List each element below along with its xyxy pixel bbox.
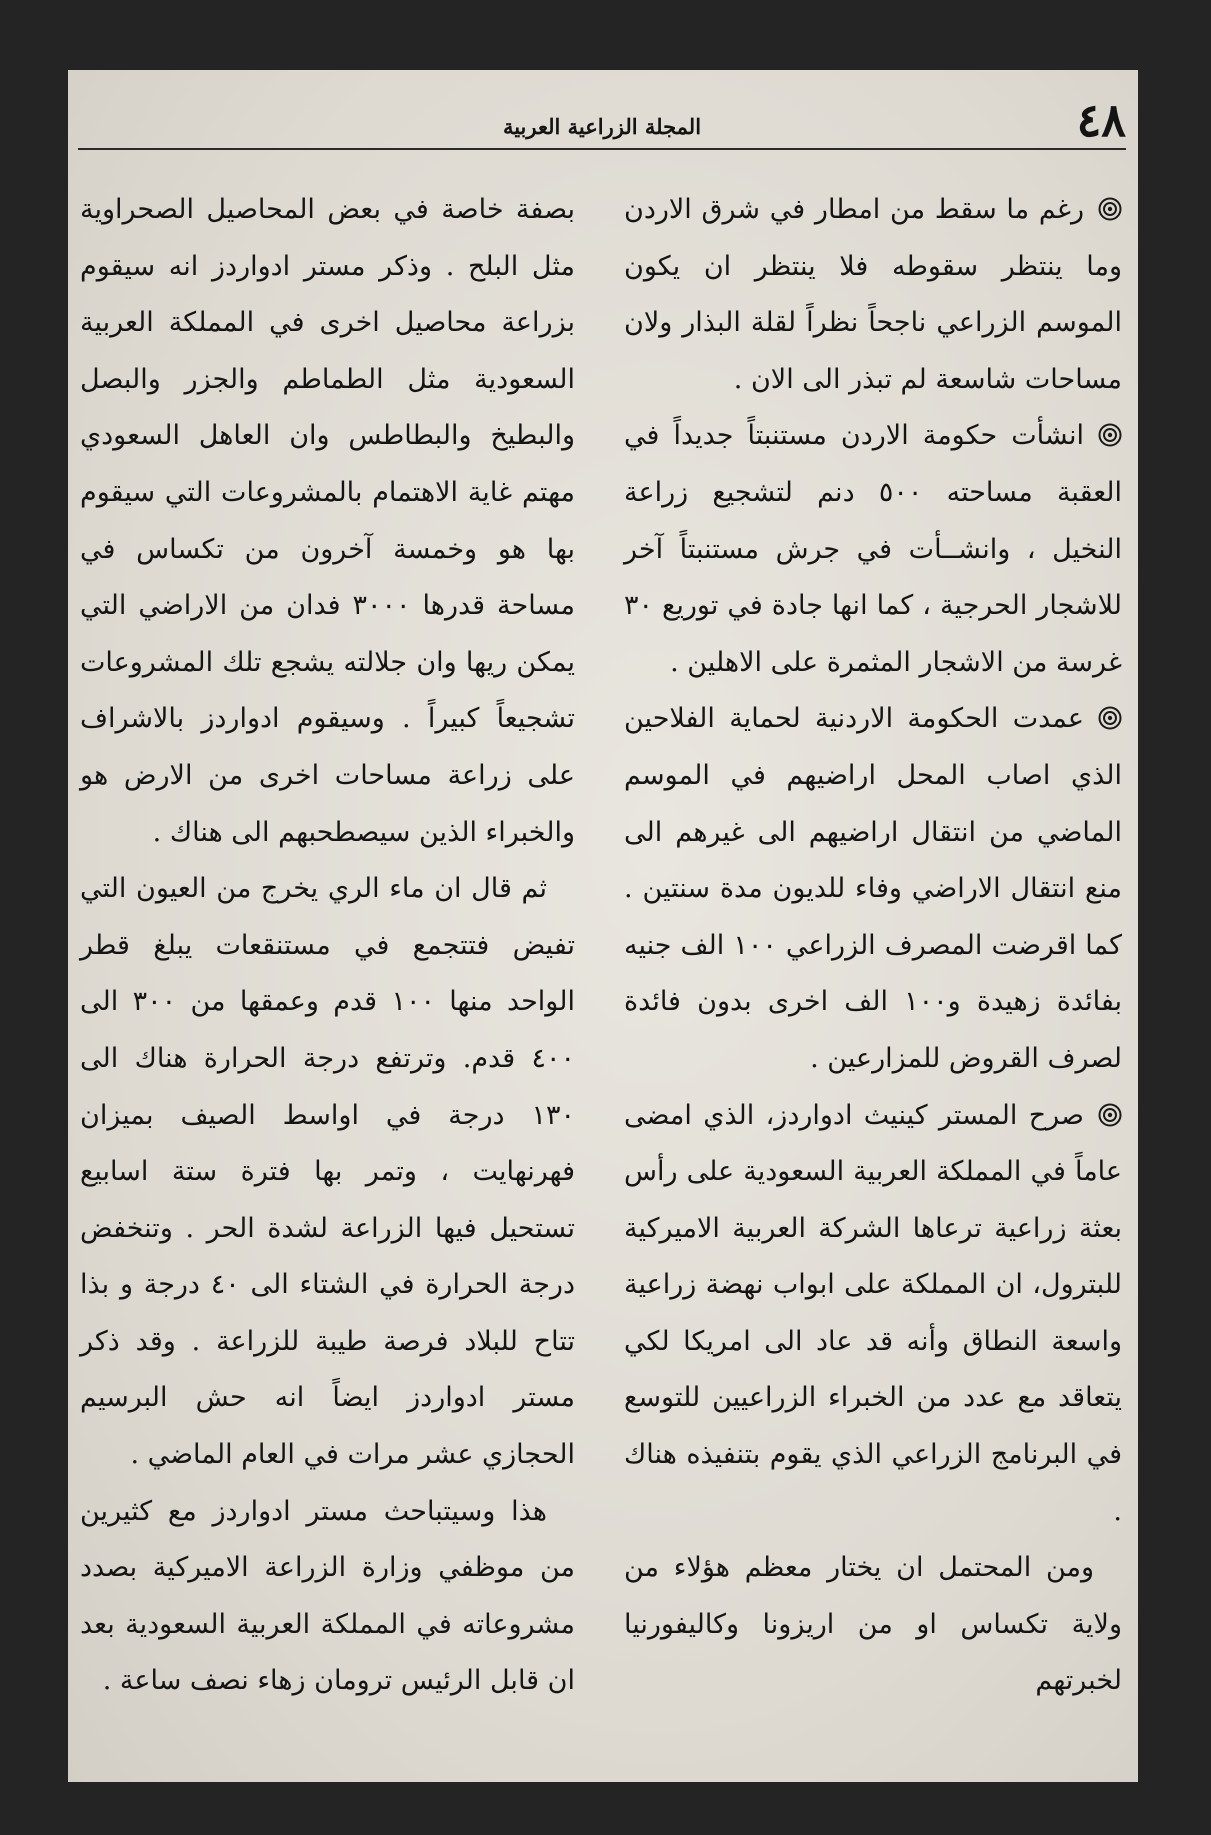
news-item-text: انشأت حكومة الاردن مستنبتاً جديداً في العقبة مساحته ٥٠٠ دنم لتشجيع زراعة النخيل ، وانشــأت في جرش مستنبتاً آخر للاشجار الحرجية ، كما انها جادة في توريع ٣٠ غرسة من الاشجار المثمرة على الاهلين . xyxy=(624,420,1122,678)
news-item-text: صرح المستر كينيث ادواردز، الذي امضى عاماً في المملكة العربية السعودية على رأس بعثة زراعية ترعاها الشركة العربية الاميركية للبترول، ان المملكة على ابواب نهضة زراعية واسعة النطاق وأنه قد عاد الى امريكا لكي يتعاقد مع عدد من الخبراء الزراعيين للتوسع في البرنامج الزراعي الذي يقوم بتنفيذه هناك . xyxy=(624,1099,1122,1527)
document-page xyxy=(68,70,1138,1782)
right-column xyxy=(624,182,1122,1724)
news-item-text: رغم ما سقط من امطار في شرق الاردن وما ينتظر سقوطه فلا ينتظر ان يكون الموسم الزراعي ناجحاً نظراً لقلة البذار ولان مساحات شاسعة لم تبذر الى الان . xyxy=(624,194,1122,395)
paragraph: ومن المحتمل ان يختار معظم هؤلاء من ولاية تكساس او من اريزونا وكاليفورنيا لخبرتهم xyxy=(624,1552,1122,1697)
paragraph: بصفة خاصة في بعض المحاصيل الصحراوية مثل البلح . وذكر مستر ادواردز انه سيقوم بزراعة محاصيل اخرى في المملكة العربية السعودية مثل الطماطم والجزر والبصل والبطيخ والبطاطس وان العاهل السعودي مهتم غاية الاهتمام بالمشروعات التي سيقوم بها هو وخمسة آخرون من تكساس في مساحة قدرها ٣٠٠٠ فدان من الاراضي التي يمكن ريها وان جلالته يشجع تلك المشروعات تشجيعاً كبيراً . وسيقوم ادواردز بالاشراف على زراعة مساحات اخرى من الارض هو والخبراء الذين سيصطحبهم الى هناك . xyxy=(80,194,575,848)
ornament-bullet-icon xyxy=(1098,1103,1122,1127)
ornament-bullet-icon xyxy=(1098,423,1122,447)
journal-title: المجلة الزراعية العربية xyxy=(502,114,702,139)
news-item xyxy=(624,1088,1122,1541)
news-item xyxy=(624,408,1122,691)
ornament-bullet-icon xyxy=(1098,706,1122,730)
news-item xyxy=(624,691,1122,1087)
page-header xyxy=(78,94,1126,150)
left-column xyxy=(80,182,575,1724)
paragraph: هذا وسيتباحث مستر ادواردز مع كثيرين من موظفي وزارة الزراعة الاميركية بصدد مشروعاته في المملكة العربية السعودية بعد ان قابل الرئيس ترومان زهاء نصف ساعة . xyxy=(80,1495,575,1697)
paragraph: ثم قال ان ماء الري يخرج من العيون التي تفيض فتتجمع في مستنقعات يبلغ قطر الواحد منها ١٠٠ قدم وعمقها من ٣٠٠ الى ٤٠٠ قدم. وترتفع درجة الحرارة هناك الى ١٣٠ درجة في اواسط الصيف بميزان فهرنهايت ، وتمر بها فترة ستة اسابيع تستحيل فيها الزراعة لشدة الحر . وتنخفض درجة الحرارة في الشتاء الى ٤٠ درجة و بذا تتاح للبلاد فرصة طيبة للزراعة . وقد ذكر مستر ادواردز ايضاً انه حش البرسيم الحجازي عشر مرات في العام الماضي . xyxy=(80,873,575,1471)
news-item xyxy=(624,182,1122,408)
news-item-text: عمدت الحكومة الاردنية لحماية الفلاحين الذي اصاب المحل اراضيهم في الموسم الماضي من انتقال اراضيهم الى غيرهم الى منع انتقال الاراضي وفاء للديون مدة سنتين . كما اقرضت المصرف الزراعي ١٠٠ الف جنيه بفائدة زهيدة و١٠٠ الف اخرى بدون فائدة لصرف القروض للمزارعين . xyxy=(624,703,1123,1074)
page-number: ٤٨ xyxy=(1076,93,1126,147)
ornament-bullet-icon xyxy=(1098,197,1122,221)
